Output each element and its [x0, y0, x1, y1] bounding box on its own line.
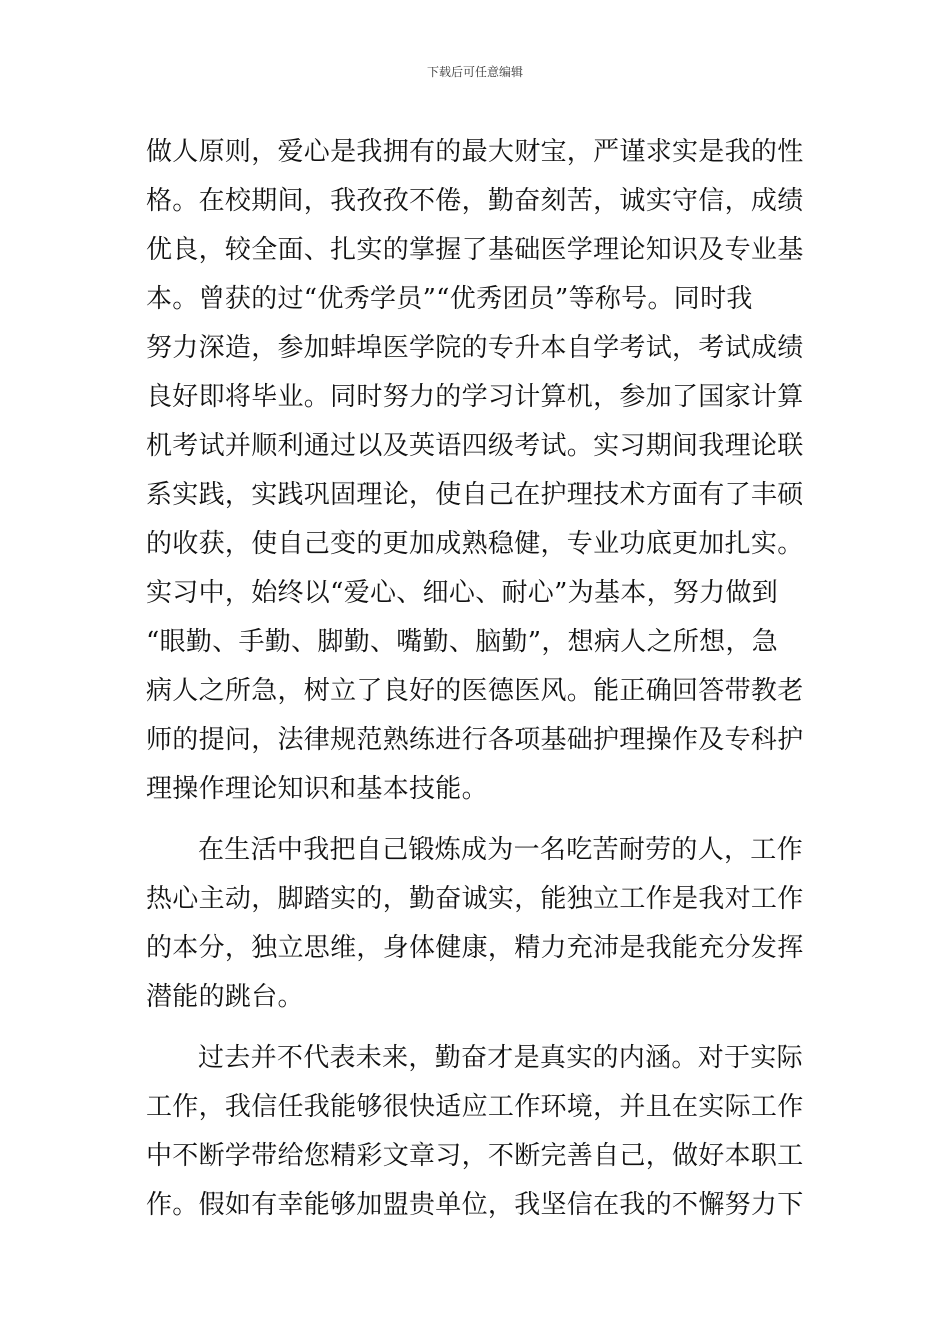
text-line: 中不断学带给您精彩文章习，不断完善自己，做好本职工	[146, 1141, 804, 1171]
text-line: 师的提问，法律规范熟练进行各项基础护理操作及专科护	[146, 725, 804, 755]
text-line: 优良，较全面、扎实的掌握了基础医学理论知识及专业基	[146, 235, 804, 265]
text-line: “眼勤、手勤、脚勤、嘴勤、脑勤”，想病人之所想，急	[146, 627, 779, 657]
text-line: 本。曾获的过“优秀学员”“优秀团员”等称号。同时我	[146, 284, 753, 314]
text-line: 热心主动，脚踏实的，勤奋诚实，能独立工作是我对工作	[146, 884, 804, 914]
text-line: 的本分，独立思维，身体健康，精力充沛是我能充分发挥	[146, 933, 804, 963]
text-line: 格。在校期间，我孜孜不倦，勤奋刻苦，诚实守信，成绩	[146, 186, 804, 216]
text-line: 潜能的跳台。	[146, 982, 304, 1012]
paragraph	[146, 826, 811, 1022]
text-line: 的收获，使自己变的更加成熟稳健，专业功底更加扎实。	[146, 529, 804, 559]
text-line: 努力深造，参加蚌埠医学院的专升本自学考试，考试成绩	[146, 333, 804, 363]
page-header: 下载后可任意编辑	[426, 65, 523, 79]
document-body	[146, 128, 811, 1230]
text-line: 做人原则，爱心是我拥有的最大财宝，严谨求实是我的性	[146, 137, 804, 167]
text-line: 实习中，始终以“爱心、细心、耐心”为基本，努力做到	[146, 578, 779, 608]
paragraph	[146, 1034, 811, 1230]
text-line: 过去并不代表未来，勤奋才是真实的内涵。对于实际	[198, 1043, 803, 1073]
text-line: 理操作理论知识和基本技能。	[146, 774, 488, 804]
text-line: 良好即将毕业。同时努力的学习计算机，参加了国家计算	[146, 382, 804, 412]
text-line: 机考试并顺利通过以及英语四级考试。实习期间我理论联	[146, 431, 804, 461]
paragraph	[146, 128, 811, 814]
text-line: 工作，我信任我能够很快适应工作环境，并且在实际工作	[146, 1092, 804, 1122]
text-line: 系实践，实践巩固理论，使自己在护理技术方面有了丰硕	[146, 480, 804, 510]
text-line: 作。假如有幸能够加盟贵单位，我坚信在我的不懈努力下	[146, 1190, 804, 1220]
text-line: 病人之所急，树立了良好的医德医风。能正确回答带教老	[146, 676, 804, 706]
text-line: 在生活中我把自己锻炼成为一名吃苦耐劳的人，工作	[198, 835, 803, 865]
